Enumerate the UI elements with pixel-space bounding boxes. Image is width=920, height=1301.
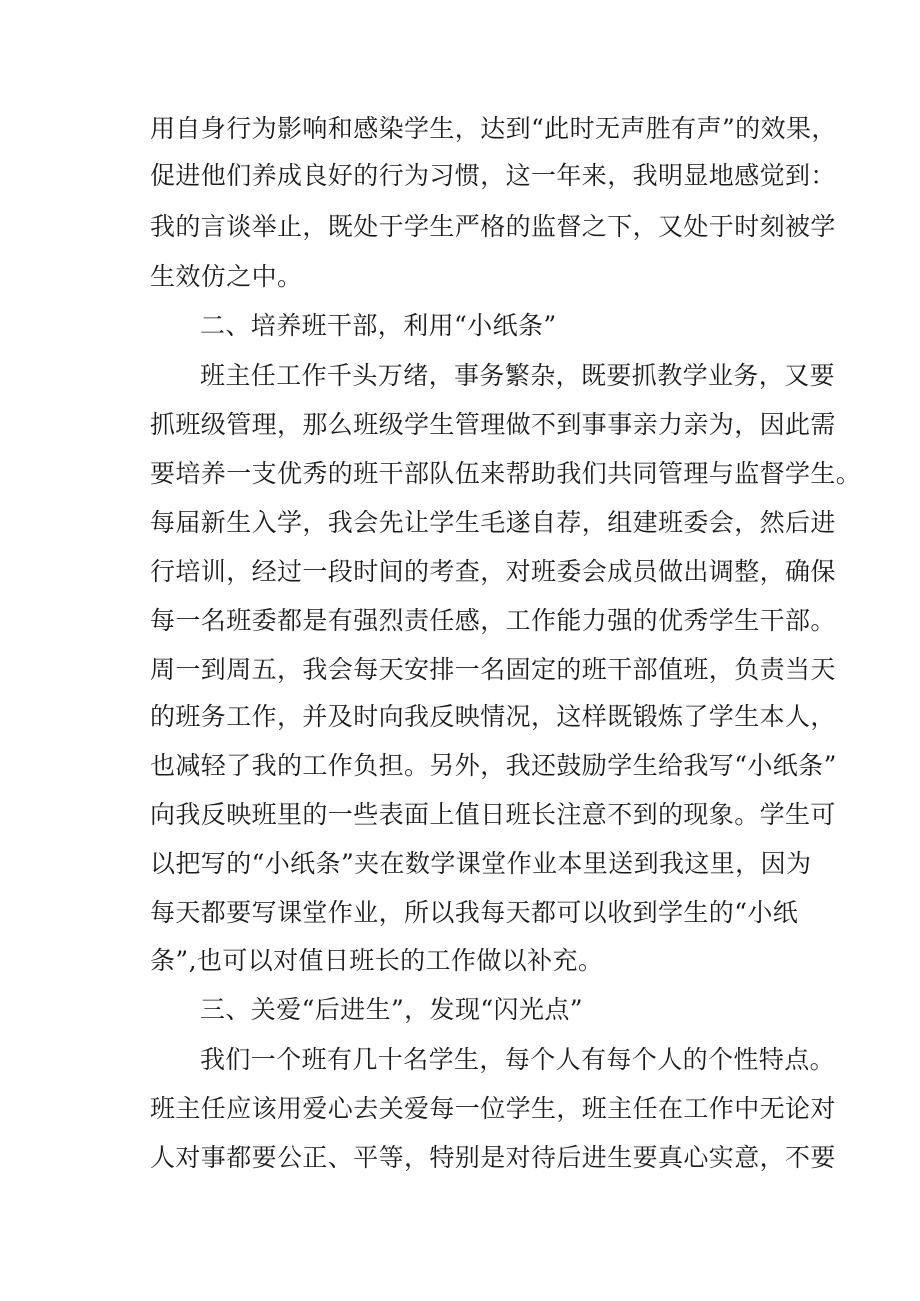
body-text-line: 每届新生入学，我会先让学生毛遂自荐，组建班委会，然后进 xyxy=(150,508,836,537)
body-text-line: 促进他们养成良好的行为习惯，这一年来，我明显地感觉到： xyxy=(150,161,836,190)
body-text-line: 行培训，经过一段时间的考查，对班委会成员做出调整，确保 xyxy=(150,557,836,586)
body-text-line: 抓班级管理，那么班级学生管理做不到事事亲力亲为，因此需 xyxy=(150,410,836,439)
body-text-line: 要培养一支优秀的班干部队伍来帮助我们共同管理与监督学生。 xyxy=(150,459,862,488)
body-text-line: 的班务工作，并及时向我反映情况，这样既锻炼了学生本人， xyxy=(150,702,836,731)
body-text-line: 班主任应该用爱心去关爱每一位学生，班主任在工作中无论对 xyxy=(150,1094,836,1123)
body-text-line: 用自身行为影响和感染学生，达到“此时无声胜有声”的效果， xyxy=(150,114,837,143)
body-text-line: 每一名班委都是有强烈责任感，工作能力强的优秀学生干部。 xyxy=(150,606,836,635)
body-text-line: 我的言谈举止，既处于学生严格的监督之下，又处于时刻被学 xyxy=(150,212,836,241)
body-text-line: 也减轻了我的工作负担。另外，我还鼓励学生给我写“小纸条” xyxy=(150,751,837,780)
paragraph-first-line: 我们一个班有几十名学生，每个人有每个人的个性特点。 xyxy=(200,1045,836,1074)
paragraph-first-line: 班主任工作千头万绪，事务繁杂，既要抓教学业务，又要 xyxy=(200,361,836,390)
section-heading: 二、培养班干部，利用“小纸条” xyxy=(200,311,557,340)
body-text-line: 以把写的“小纸条”夹在数学课堂作业本里送到我这里，因为 xyxy=(150,849,812,878)
body-text-line: 生效仿之中。 xyxy=(150,262,303,291)
body-text-line: 条”,也可以对值日班长的工作做以补充。 xyxy=(150,946,604,975)
body-text-line: 周一到周五，我会每天安排一名固定的班干部值班，负责当天 xyxy=(150,655,836,684)
body-text-line: 每天都要写课堂作业，所以我每天都可以收到学生的“小纸 xyxy=(150,898,799,927)
body-text-line: 人对事都要公正、平等，特别是对待后进生要真心实意，不要 xyxy=(150,1143,836,1172)
body-text-line: 向我反映班里的一些表面上值日班长注意不到的现象。学生可 xyxy=(150,800,836,829)
section-heading: 三、关爱“后进生”，发现“闪光点” xyxy=(200,995,583,1024)
